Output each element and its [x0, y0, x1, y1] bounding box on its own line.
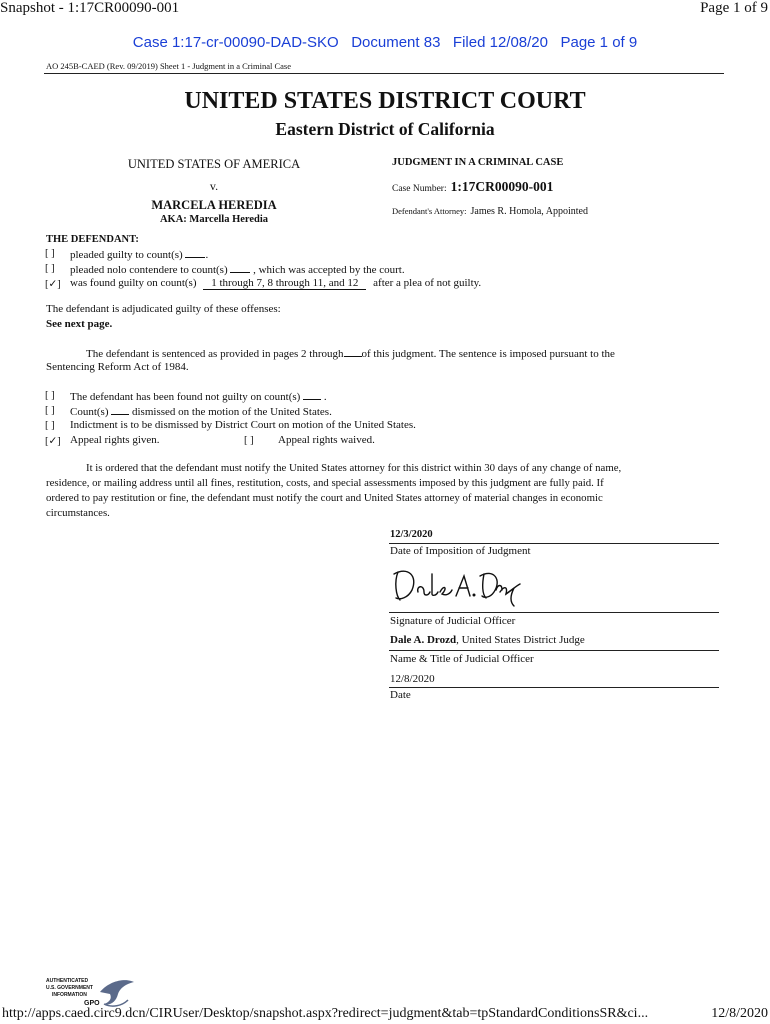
nolo-blank — [230, 262, 250, 273]
imposition-label: Date of Imposition of Judgment — [390, 545, 531, 557]
attorney-label: Defendant's Attorney: — [392, 206, 467, 216]
not-guilty-blank — [303, 389, 321, 400]
nolo-after: , which was accepted by the court. — [253, 264, 405, 276]
name-title-label: Name & Title of Judicial Officer — [390, 653, 534, 665]
order-line-1: It is ordered that the defendant must notify the United States attorney for this district within 30 days of any change of name, — [86, 462, 622, 474]
case-number-label: Case Number: — [392, 184, 447, 194]
pleaded-guilty-text: pleaded guilty to count(s) — [70, 249, 183, 261]
form-id: AO 245B-CAED (Rev. 09/2019) Sheet 1 - Judgment in a Criminal Case — [46, 61, 291, 71]
not-guilty-line — [70, 389, 327, 403]
sentence-line-2: Sentencing Reform Act of 1984. — [46, 361, 189, 373]
signature-label: Signature of Judicial Officer — [390, 615, 516, 627]
gpo-line-3: INFORMATION — [52, 992, 87, 998]
checkbox-counts-dismissed[interactable]: [ ] — [45, 405, 55, 416]
pleaded-guilty-blank — [185, 247, 205, 258]
gpo-eagle-icon — [96, 976, 136, 1010]
date-rule — [389, 687, 719, 688]
found-guilty-counts: 1 through 7, 8 through 11, and 12 — [203, 277, 366, 290]
gpo-line-1: AUTHENTICATED — [46, 978, 89, 984]
found-guilty-after: after a plea of not guilty. — [373, 277, 482, 289]
checkbox-appeal-waived[interactable]: [ ] — [244, 435, 254, 446]
imposition-date: 12/3/2020 — [390, 529, 433, 540]
sentence-line-1 — [86, 346, 615, 360]
nolo-line — [70, 262, 405, 276]
order-line-3: ordered to pay restitution or fine, the defendant must notify the court and United States attorney of material changes in economic — [46, 492, 603, 504]
appeal-waived-text: Appeal rights waived. — [278, 434, 375, 446]
checkbox-pleaded-guilty[interactable]: [ ] — [45, 248, 55, 259]
attorney-name: James R. Homola, Appointed — [470, 206, 588, 217]
sentence-pages-blank — [344, 346, 362, 357]
plaintiff: UNITED STATES OF AMERICA — [127, 157, 301, 171]
checkbox-not-guilty[interactable]: [ ] — [45, 390, 55, 401]
versus: v. — [209, 179, 219, 193]
order-line-2: residence, or mailing address until all fines, restitution, costs, and special assessments imposed by this judgment are fully paid. If — [46, 477, 604, 489]
checkbox-indictment[interactable]: [ ] — [45, 420, 55, 431]
officer-title: , United States District Judge — [456, 634, 585, 646]
checkbox-nolo[interactable]: [ ] — [45, 263, 55, 274]
footer-url[interactable]: http://apps.caed.circ9.dcn/CIRUser/Desktop/snapshot.aspx?redirect=judgment&tab=tpStandardConditionsSR&ci... — [2, 1006, 649, 1021]
order-line-4: circumstances. — [46, 507, 110, 519]
snapshot-title: Snapshot - 1:17CR00090-001 — [0, 0, 180, 16]
court-title: UNITED STATES DISTRICT COURT — [184, 88, 586, 114]
counts-dismissed-after: dismissed on the motion of the United States. — [132, 406, 332, 418]
counts-dismissed-text: Count(s) — [70, 406, 109, 418]
appeal-given-text: Appeal rights given. — [70, 434, 160, 446]
page-indicator: Page 1 of 9 — [700, 0, 768, 16]
officer-name: Dale A. Drozd — [390, 634, 457, 646]
indictment-text: Indictment is to be dismissed by District Court on motion of the United States. — [70, 419, 416, 431]
counts-dismissed-line — [70, 404, 332, 418]
nolo-text: pleaded nolo contendere to count(s) — [70, 264, 228, 276]
gpo-line-2: U.S. GOVERNMENT — [46, 985, 93, 991]
officer-rule — [389, 650, 719, 651]
counts-dismissed-blank — [111, 404, 129, 415]
pleaded-guilty-line — [70, 247, 208, 261]
case-number: 1:17CR00090-001 — [450, 179, 554, 194]
date-label: Date — [390, 689, 411, 701]
footer-date: 12/8/2020 — [711, 1006, 768, 1021]
not-guilty-text: The defendant has been found not guilty on count(s) — [70, 391, 301, 403]
signature-rule — [389, 612, 719, 613]
pleaded-guilty-after: . — [205, 249, 209, 261]
sentence-part-1: The defendant is sentenced as provided in pages 2 through — [86, 348, 344, 360]
defendant-heading: THE DEFENDANT: — [46, 234, 139, 245]
officer-line — [390, 634, 585, 646]
judgment-type: JUDGMENT IN A CRIMINAL CASE — [392, 157, 564, 168]
defendant-name: MARCELA HEREDIA — [151, 198, 277, 212]
judge-signature — [388, 562, 528, 608]
sentence-part-2: of this judgment. The sentence is imposed pursuant to the — [361, 348, 615, 360]
not-guilty-after: . — [323, 391, 327, 403]
checkbox-found-guilty[interactable]: [✓] — [45, 279, 61, 290]
see-next-page: See next page. — [46, 318, 113, 330]
found-guilty-text: was found guilty on count(s) — [70, 277, 197, 289]
form-rule — [44, 73, 724, 74]
court-district: Eastern District of California — [275, 119, 495, 139]
imposition-rule — [389, 543, 719, 544]
found-guilty-line — [70, 277, 481, 290]
adjudication-text: The defendant is adjudicated guilty of these offenses: — [46, 303, 281, 315]
signed-date: 12/8/2020 — [390, 673, 435, 685]
attorney-row — [392, 201, 588, 219]
gpo-mark: GPO — [84, 1000, 100, 1007]
defendant-aka: AKA: Marcella Heredia — [159, 214, 269, 225]
case-number-row — [392, 178, 553, 196]
checkbox-appeal-given[interactable]: [✓] — [45, 436, 61, 447]
ecf-header: Case 1:17-cr-00090-DAD-SKO Document 83 Filed 12/08/20 Page 1 of 9 — [132, 34, 638, 51]
